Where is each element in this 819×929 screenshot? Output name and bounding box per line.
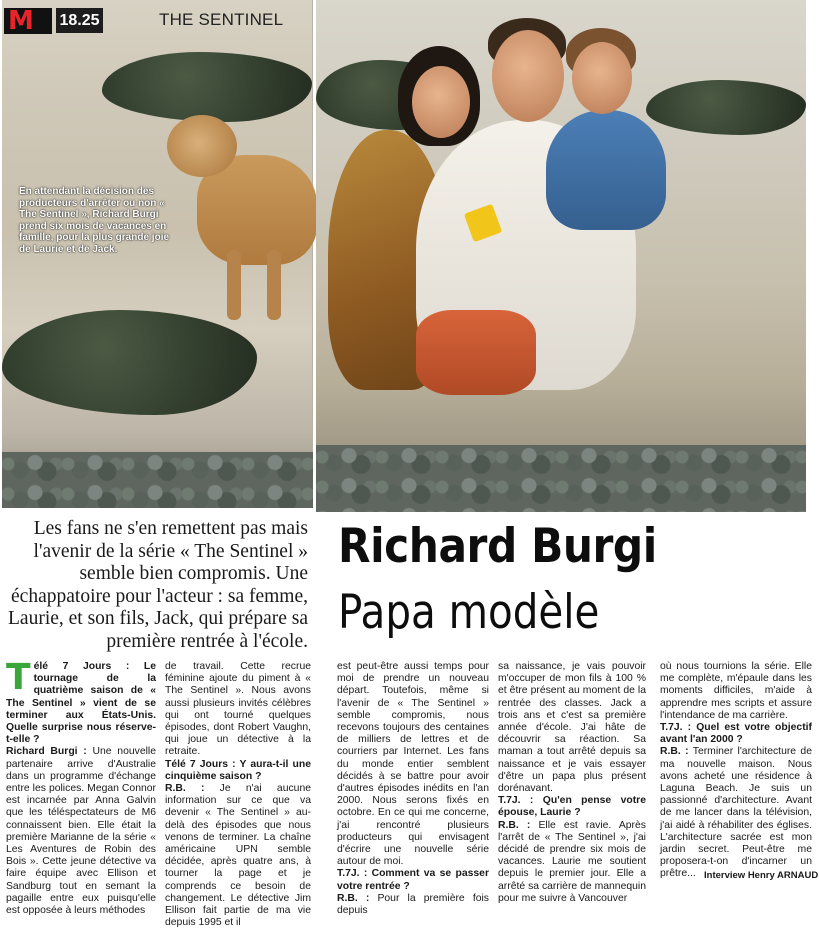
dog	[167, 110, 317, 325]
article-column-2	[165, 661, 311, 929]
answer-text: Terminer l'architecture de ma nouvelle maison. Nous avons acheté une résidence à Laguna Beach. Je suis un passionné d'architecture. Avant de me lancer dans la télévision, j'ai aidé à réhabiliter des églises. L'architecture sacrée est mon jardin secret. Peut-être me proposera-t-on d'incarner un prêtre...	[660, 746, 812, 880]
answer-text: de travail. Cette recrue féminine ajoute du piment à « The Sentinel ». Nous avons aussi plusieurs invités célèbres qui ont tourné quelques épisodes, dont Robert Vaughn, qui joue un détective à la retraite.	[165, 661, 311, 758]
speaker-label: R.B. :	[337, 892, 370, 904]
photo-dog-beach	[2, 0, 313, 508]
pebbles-bottom	[2, 452, 313, 508]
answer-text: Elle est ravie. Après l'arrêt de « The Sentinel », j'ai décidé de prendre six mois de vacances. Laurie me soutient depuis le premier jour. Elle a arrêté sa carrière de mannequin pour me suivre à Vancouver	[498, 819, 646, 904]
answer-text: sa naissance, je vais pouvoir m'occuper de mon fils à 100 % et être présent au moment de la rentrée des classes. Jack a trois ans et c'est sa première année d'école. J'ai hâte de découvrir sa réaction. Sa maman a tout arrêté depuis sa naissance et je vais essayer d'être un papa plus présent dorénavant.	[498, 661, 646, 795]
answer-text: est peut-être aussi temps pour moi de prendre un nouveau départ. Toutefois, même si l'avenir de « The Sentinel » semble compromis, nous recevons toujours des centaines de milliers de lettres et de courriers par Internet. Les fans du monde entier semblent décidés à se battre pour avoir d'autres épisodes inédits en l'an 2000. Nous serons fixés en octobre. En ce qui me concerne, j'ai rencontré plusieurs producteurs qui envisagent d'écrire une nouvelle série autour de moi.	[337, 661, 489, 868]
man-shorts	[416, 310, 536, 395]
drop-cap: T	[6, 657, 31, 698]
woman-face	[412, 66, 470, 138]
question-5: T.7J. : Quel est votre objectif avant l'an 2000 ?	[660, 722, 812, 746]
child-face	[572, 42, 632, 114]
answer-text: où nous tournions la série. Elle me complète, m'épaule dans les moments difficiles, m'aide à apprendre mes scripts et assure l'intendance de ma carrière.	[660, 661, 812, 721]
pebbles-foreground	[316, 445, 806, 512]
question-2: Télé 7 Jours : Y aura-t-il une cinquième saison ?	[165, 758, 311, 782]
rock-background-right	[646, 80, 806, 135]
photo-caption: En attendant la décision des producteurs d'arrêter ou non « The Sentinel », Richard Burgi prend six mois de vacances en famille, pour la plus grande joie de Laurie et de Jack.	[19, 186, 170, 255]
article-column-3	[337, 661, 489, 917]
article-column-5	[660, 661, 812, 891]
photo-family-beach	[316, 0, 806, 512]
speaker-label: R.B. :	[498, 819, 531, 831]
child-shirt	[546, 110, 666, 230]
question-1: élé 7 Jours : Le tournage de la quatrième saison de « The Sentinel » vient de se terminer aux États-Unis. Quelle surprise nous réserve-t-elle ?	[6, 661, 156, 746]
interview-credit: Interview Henry ARNAUD	[704, 870, 819, 881]
answer-text: Je n'ai aucune information sur ce que va devenir « The Sentinel » au-delà des épisodes que nous venons de terminer. La chaîne américaine UPN semble décidée, après quatre ans, à tourner la page et je comprends ce besoin de changement. Le détective Jim Ellison fait partie de ma vie depuis 1995 et il	[165, 783, 311, 929]
subheadline: Papa modèle	[338, 585, 600, 640]
lead-paragraph: Les fans ne s'en remettent pas mais l'avenir de la série « The Sentinel » semble bien compromis. Une échappatoire pour l'acteur : sa femme, Laurie, et son fils, Jack, qui prépare sa première rentrée à l'école.	[8, 518, 308, 652]
article-column-1	[6, 657, 157, 917]
speaker-label: R.B. :	[660, 746, 689, 758]
answer-text: Pour la première fois depuis	[337, 892, 489, 917]
headline: Richard Burgi	[338, 519, 657, 574]
time-badge: 18.25	[56, 8, 103, 33]
article-column-4	[498, 661, 646, 904]
question-3: T.7J. : Comment va se passer votre rentrée ?	[337, 868, 489, 892]
m6-logo: M	[4, 8, 54, 34]
man-face	[492, 30, 564, 122]
rock-middle	[2, 310, 257, 415]
speaker-label: R.B. :	[165, 783, 205, 795]
speaker-label: Richard Burgi :	[6, 746, 87, 758]
question-4: T.7J. : Qu'en pense votre épouse, Laurie ?	[498, 795, 646, 819]
answer-text: Une nouvelle partenaire arrive d'Australie dans un programme d'échange entre les polices. Megan Connor est incarnée par Anna Galvin que les téléspectateurs de M6 connaissent bien. Elle était la première Marianne de la série « Les Aventures de Robin des Bois ». Cette jeune détective va faire équipe avec Ellison et Sandburg tout en semant la pagaille entre eux puisqu'elle est opposée à leurs méthodes	[6, 746, 157, 917]
show-title: THE SENTINEL	[159, 10, 284, 29]
